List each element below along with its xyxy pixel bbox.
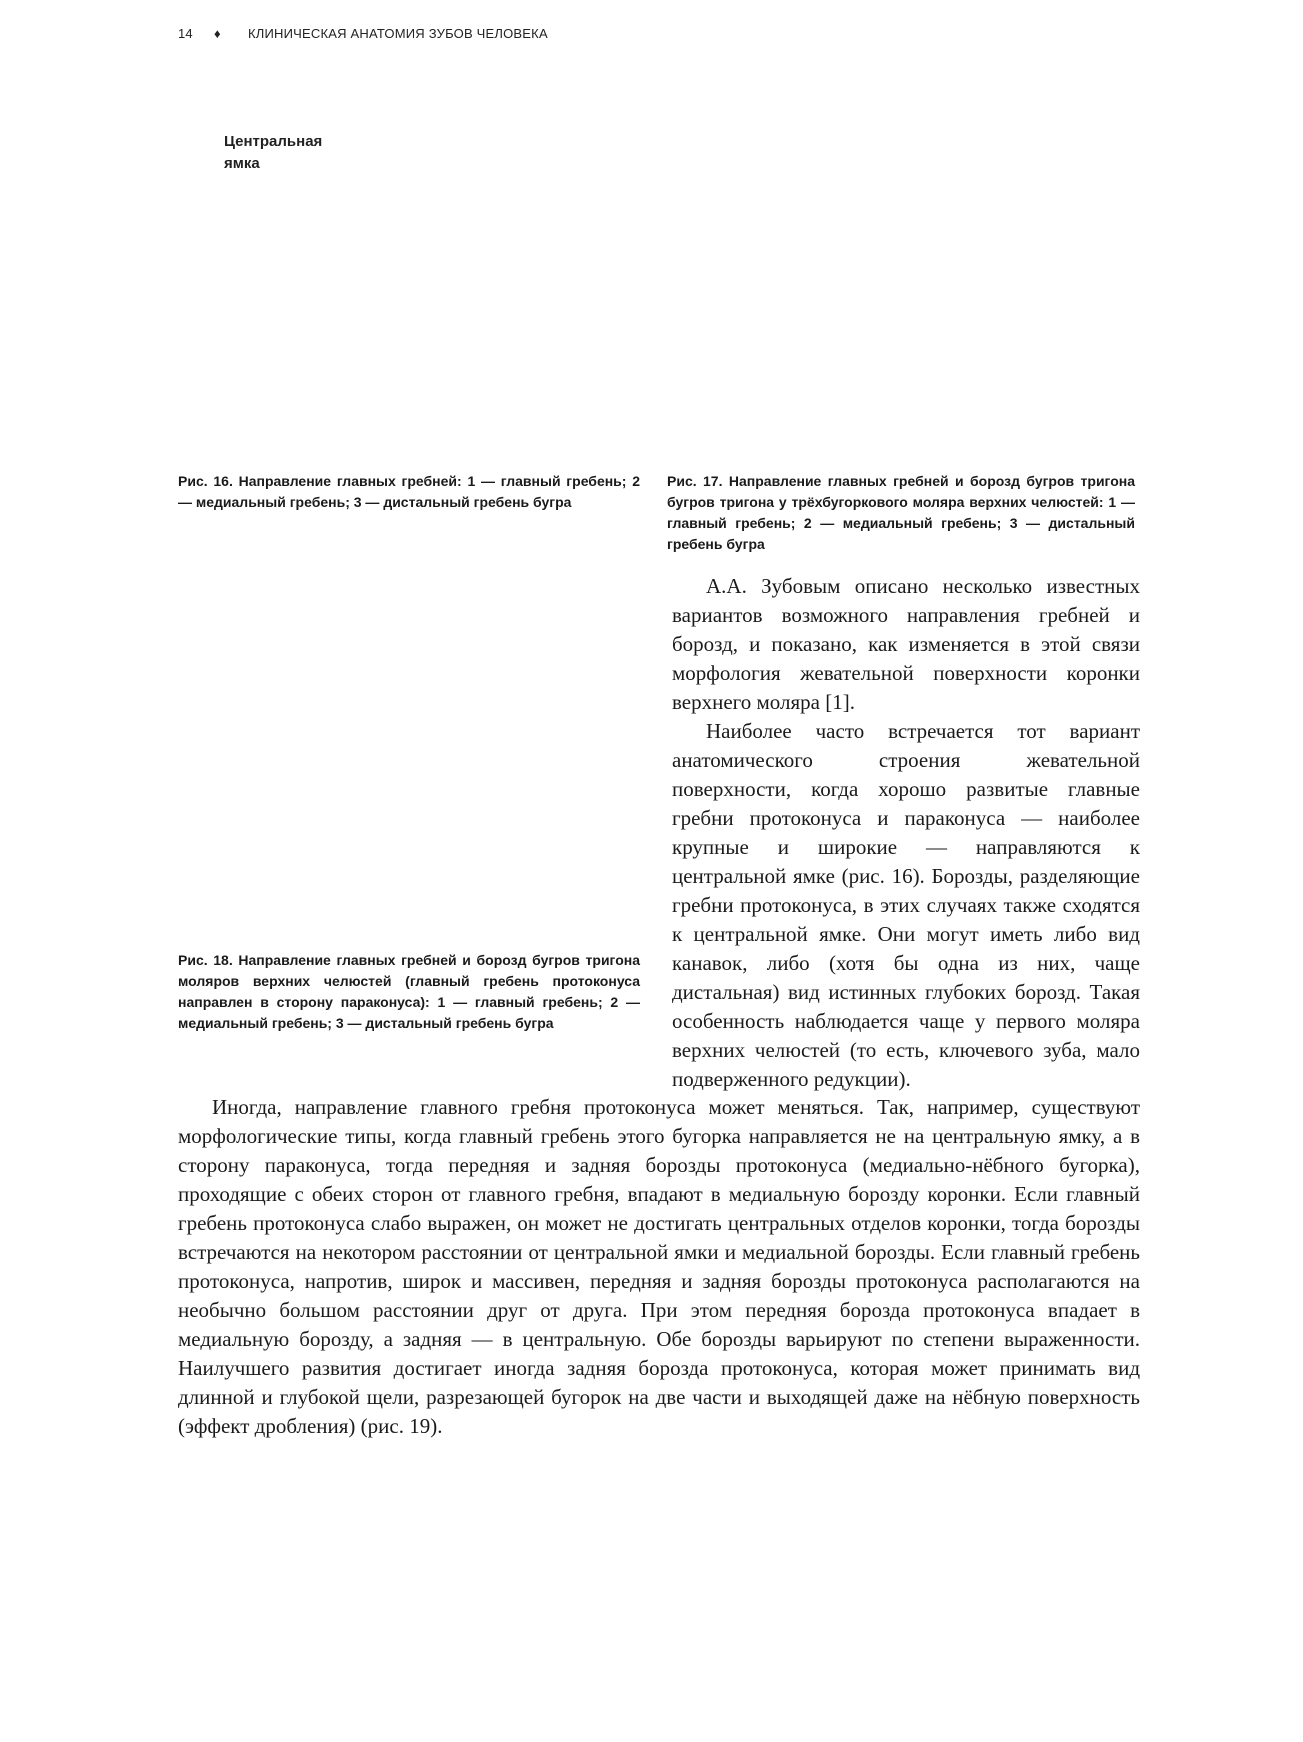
body-paragraph-2: Наиболее часто встречается тот вариант анатомического строения жевательной поверхности, когда хорошо развитые главные гребни протоконуса и параконуса — наиболее крупные и широкие — направляются к центральной ямке (рис. 16). Борозды, разделяющие гребни протоконуса, в этих случаях также сходятся к центральной ямке. Они могут иметь либо вид канавок, либо (хотя бы одна из них, чаще дистальная) вид истинных глубоких борозд. Такая особенность наблюдается чаще у первого моляра верхних челюстей (то есть, ключевого зуба, мало подверженного редукции).: [672, 719, 1140, 1091]
running-header: [178, 26, 548, 41]
central-fossa-label-line1: Центральная: [224, 133, 323, 150]
page-number: 14: [178, 26, 193, 41]
body-paragraph-3: Иногда, направление главного гребня протоконуса может меняться. Так, например, существуют морфологические типы, когда главный гребень этого бугорка направляется не на центральную ямку, а в сторону параконуса, тогда передняя и задняя борозды протоконуса (медиально-нёбного бугорка), проходящие с обеих сторон от главного гребня, впадают в медиальную борозду коронки. Если главный гребень протоконуса слабо выражен, он может не достигать центральных отделов коронки, тогда борозды встречаются на некотором расстоянии от центральной ямки и медиальной борозды. Если главный гребень протоконуса, напротив, широк и массивен, передняя и задняя борозды протоконуса располагаются на необычно большом расстоянии друг от друга. При этом передняя борозда протоконуса впадает в медиальную борозду, а задняя — в центральную. Обе борозды варьируют по степени выраженности. Наилучшего развития достигает иногда задняя борозда протоконуса, которая может принимать вид длинной и глубокой щели, разрезающей бугорок на две части и выходящей даже на нёбную поверхность (эффект дробления) (рис. 19).: [178, 1095, 1140, 1438]
figure-17-area: [667, 70, 1135, 460]
caption-figure-18: Рис. 18. Направление главных гребней и борозд бугров тригона моляров верхних челюстей (главный гребень протоконуса направлен в сторону параконуса): 1 — главный гребень; 2 — медиальный гребень; 3 — дистальный гребень бугра: [178, 952, 640, 1031]
right-column-text: [672, 572, 1140, 1094]
central-fossa-label: [224, 131, 384, 175]
full-width-text: [178, 1093, 1140, 1441]
body-paragraph-1: А.А. Зубовым описано несколько известных вариантов возможного направления гребней и борозд, и показано, как изменяется в этой связи морфология жевательной поверхности коронки верхнего моляра [1].: [672, 574, 1140, 714]
figure-18-area: [178, 560, 640, 940]
figure-16-area: [178, 70, 640, 460]
central-fossa-label-line2: ямка: [224, 155, 260, 172]
caption-figure-17: Рис. 17. Направление главных гребней и борозд бугров тригона бугров тригона у трёхбугоркового моляра верхних челюстей: 1 — главный гребень; 2 — медиальный гребень; 3 — дистальный гребень бугра: [667, 473, 1135, 552]
header-bullet: ♦: [214, 26, 221, 41]
caption-figure-16: Рис. 16. Направление главных гребней: 1 — главный гребень; 2 — медиальный гребень; 3 — дистальный гребень бугра: [178, 473, 640, 510]
running-title: КЛИНИЧЕСКАЯ АНАТОМИЯ ЗУБОВ ЧЕЛОВЕКА: [248, 26, 548, 41]
